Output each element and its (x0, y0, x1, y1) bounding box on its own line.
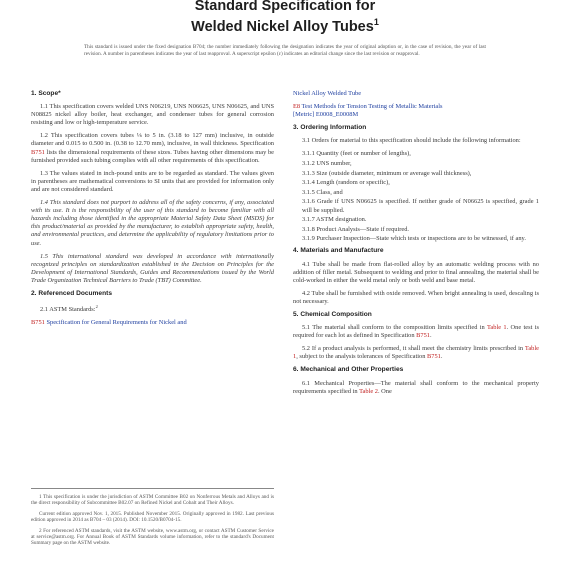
section-heading-scope: 1. Scope* (31, 90, 61, 97)
paragraph-5-1-text-a: 5.1 The material shall conform to the composition limits specified in (302, 324, 487, 332)
footnote-1-edition: Current edition approved Nov. 1, 2015. Published November 2015. Originally approved in 1982. Last previous edition approved in 2014 as B704 – 03 (2014). DOI: 10.1520/B0704-15. (31, 510, 274, 524)
title-line-2 (0, 14, 570, 35)
link-b751[interactable]: B751 (416, 332, 431, 340)
title-line-1: Standard Specification for (194, 0, 376, 14)
link-table-2[interactable]: Table 2 (359, 387, 378, 395)
paragraph-6-1-text-a: 6.1 Mechanical Properties—The material shall conform to the mechanical property requirements specified in (293, 379, 539, 395)
link-b751[interactable]: B751 (427, 353, 441, 361)
paragraph-5-2-text-c: . (440, 353, 443, 361)
section-heading-chemical-composition: 5. Chemical Composition (293, 310, 372, 318)
title-footnote-mark: 1 (373, 17, 379, 27)
footnote-2: 2 For referenced ASTM standards, visit the ASTM website, www.astm.org, or contact ASTM Customer Service at service@astm.org. For Annual Book of ASTM Standards volume information, refer to the standard's Document Summary page on the ASTM website. (31, 527, 274, 547)
paragraph-5-2 (293, 345, 539, 361)
paragraph-1-4: 1.4 This standard does not purport to address all of the safety concerns, if any, associated with its use. It is the responsibility of the user of this standard to become familiar with all hazards including those identified in the appropriate Material Safety Data Sheet (MSDS) for this product/material as provided by the manufacturer, to establish appropriate safety, health, and environmental practices, and determine the applicability of regulatory limitations prior to use. (31, 199, 274, 247)
link-table-1[interactable]: Table 1 (486, 324, 507, 332)
paragraph-6-1 (293, 380, 539, 396)
ordering-list (293, 150, 539, 243)
paragraph-5-1 (293, 324, 539, 340)
reference-e8 (293, 103, 539, 119)
paragraph-5-1-text-b: . One test is required for each lot as defined in Specification (293, 324, 539, 340)
reference-e8-code[interactable]: E8 (293, 103, 301, 111)
paragraph-5-1-text-c: . (430, 332, 432, 340)
reference-b751-code[interactable]: B751 (31, 319, 45, 327)
astm-standards-footnote-mark: 2 (95, 304, 98, 310)
list-item: 3.1.6 Grade if UNS N06625 is specified. If neither grade of N06625 is specified, grade 1 will be supplied. (302, 198, 539, 214)
paragraph-1-2-text-a: 1.2 This specification covers tubes ⅛ to 5 in. (3.18 to 127 mm) inclusive, in outside diameter and 0.015 to 0.500 in. (0.38 to 12.70 mm), inclusive, in wall thickness. Specification (31, 132, 274, 148)
paragraph-6-1-text-b: . One (377, 387, 392, 395)
paragraph-2-1 (31, 303, 274, 314)
reference-e8-title[interactable]: Test Methods for Tension Testing of Metallic Materials (300, 103, 443, 111)
list-item: 3.1.9 Purchaser Inspection—State which tests or inspections are to be witnessed, if any. (302, 235, 526, 243)
paragraph-1-2 (31, 132, 274, 164)
list-item: 3.1.7 ASTM designation. (302, 216, 367, 224)
list-item: 3.1.4 Length (random or specific), (302, 179, 390, 187)
section-heading-materials-and-manufacture: 4. Materials and Manufacture (293, 247, 384, 255)
title-text: Welded Nickel Alloy Tubes (191, 18, 374, 35)
reference-b751 (31, 319, 274, 327)
paragraph-1-5: 1.5 This international standard was developed in accordance with internationally recognized principles on standardization established in the Decision on Principles for the Development of International Standards, Guides and Recommendations issued by the World Trade Organization Technical Barriers to Trade (TBT) Committee. (31, 252, 274, 284)
paragraph-1-2-text-b: lists the dimensional requirements of these sizes. Tubes having other dimensions may be furnished provided such tubing complies with all other requirements of this specification. (31, 148, 274, 164)
paragraph-4-2: 4.2 Tube shall be furnished with oxide removed. When bright annealing is used, descaling is not necessary. (293, 289, 539, 305)
list-item: 3.1.1 Quantity (feet or number of lengths), (302, 150, 411, 158)
section-heading-mechanical-properties: 6. Mechanical and Other Properties (293, 366, 404, 374)
link-table-1[interactable]: Table 1 (293, 345, 539, 361)
reference-b751-title[interactable]: Specification for General Requirements for Nickel and (44, 319, 187, 327)
paragraph-5-2-text-b: , subject to the analysis tolerances of Specification (296, 353, 427, 361)
reference-e8-title-2[interactable]: [Metric] E0008_E0008M (293, 111, 359, 119)
list-item: 3.1.2 UNS number, (302, 160, 352, 168)
astm-standards-label: 2.1 ASTM Standards: (40, 306, 96, 314)
link-b751[interactable]: B751 (31, 148, 45, 156)
paragraph-3-1: 3.1 Orders for material to this specification should include the following information: (302, 137, 521, 145)
section-heading-ordering-information: 3. Ordering Information (293, 124, 367, 132)
list-item: 3.1.3 Size (outside diameter, minimum or average wall thickness), (302, 169, 472, 177)
issuance-notice: This standard is issued under the fixed designation B704; the number immediately following the designation indicates the year of original adoption or, in the case of revision, the year of last revision. A number in parentheses indicates the year of last reapproval. A superscript epsilon (ε) indicates an editorial change since the last revision or reapproval. (84, 44, 486, 57)
right-column (293, 90, 539, 401)
list-item: 3.1.5 Class, and (302, 188, 343, 196)
document-title (0, 0, 570, 35)
paragraph-1-3: 1.3 The values stated in inch-pound units are to be regarded as standard. The values given in parentheses are mathematical conversions to SI units that are provided for information only and are not considered standard. (31, 169, 274, 193)
paragraph-1-1: 1.1 This specification covers welded UNS N06219, UNS N06625, UNS N06625, and UNS N08825 nickel alloy boiler, heat exchanger, and condenser tubes for general corrosion resisting and low or high-temperature service. (31, 103, 274, 127)
paragraph-4-1: 4.1 Tube shall be made from flat-rolled alloy by an automatic welding process with no addition of filler metal. Subsequent to welding and prior to final annealing, the material shall be cold-worked in either the weld metal only or both weld and base metal. (293, 260, 539, 284)
footnotes (31, 488, 274, 551)
list-item: 3.1.8 Product Analysis—State if required. (302, 225, 410, 233)
footnote-1: 1 This specification is under the jurisdiction of ASTM Committee B02 on Nonferrous Metals and Alloys and is the direct responsibility of Subcommittee B02.07 on Refined Nickel and Cobalt and Their Alloys. (31, 494, 274, 507)
left-column (31, 90, 274, 332)
reference-b751-continued[interactable]: Nickel Alloy Welded Tube (293, 90, 362, 97)
paragraph-5-2-text-a: 5.2 If a product analysis is performed, it shall meet the chemistry limits prescribed in (302, 345, 525, 353)
section-heading-referenced-documents: 2. Referenced Documents (31, 289, 112, 297)
